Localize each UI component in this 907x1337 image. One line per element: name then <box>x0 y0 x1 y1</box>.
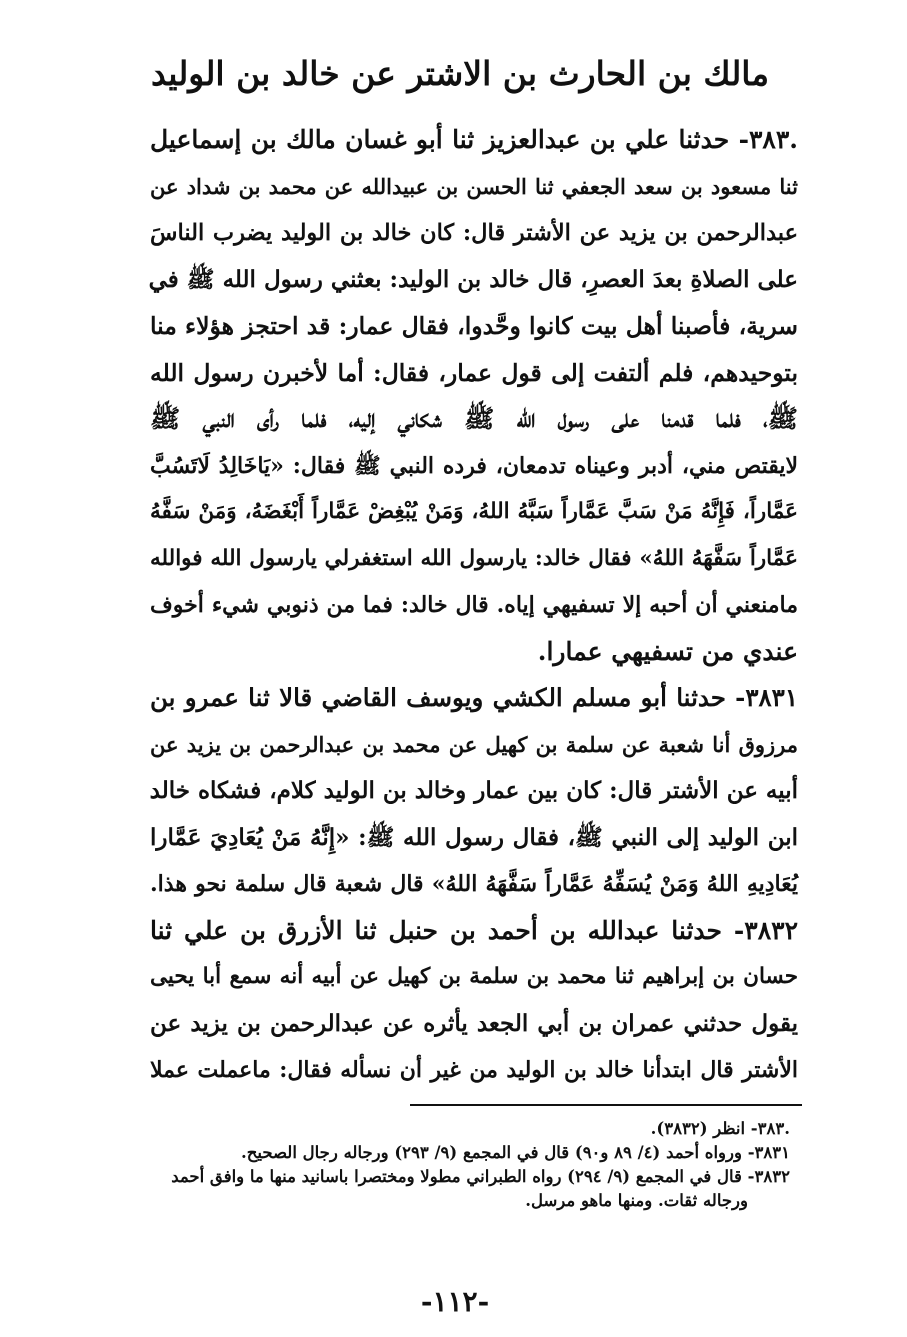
footnote-divider <box>410 1104 802 1106</box>
footnote-line: ٣٨٣٢- قال في المجمع (٩/ ٢٩٤) رواه الطبراني مطولا ومختصرا باسانيد منها ما وافق أحمد <box>171 1167 790 1186</box>
page-title: مالك بن الحارث بن الاشتر عن خالد بن الوليد <box>150 54 770 93</box>
text-line: لايقتص مني، أدبر وعيناه تدمعان، فرده النبي ﷺ فقال: «يَاخَالِدُ لَاتَسُبَّ <box>150 452 799 479</box>
text-line: ثنا مسعود بن سعد الجعفي ثنا الحسن بن عبيدالله عن محمد بن شداد عن <box>150 173 798 199</box>
text-line: ٣٨٣٢- حدثنا عبدالله بن أحمد بن حنبل ثنا الأزرق بن علي ثنا <box>150 915 798 945</box>
text-line: عَمَّاراً، فَإِنَّهُ مَنْ سَبَّ عَمَّاراً سَبَّهُ اللهُ، وَمَنْ يُبْغِضْ عَمَّاراً أَبْغَضَهُ، وَمَنْ سَفَّهُ <box>150 499 798 524</box>
footnotes <box>160 1117 790 1213</box>
text-line: الأشتر قال ابتدأنا خالد بن الوليد من غير أن نسأله فقال: ماعملت عملا <box>150 1057 798 1083</box>
text-line: مامنعني أن أحبه إلا تسفيهي إياه. قال خالد: فما من ذنوبي شيء أخوف <box>150 592 798 618</box>
text-line: بتوحيدهم، فلم ألتفت إلى قول عمار، فقال: أما لأخبرن رسول الله <box>150 358 798 387</box>
footnote-line: ٣٨٣١- ورواه أحمد (٤/ ٨٩ و٩٠) قال في المجمع (٩/ ٢٩٣) ورجاله رجال الصحيح. <box>240 1143 790 1162</box>
text-line: سرية، فأصبنا أهل بيت كانوا وحَّدوا، فقال عمار: قد احتجز هؤلاء منا <box>150 312 798 340</box>
text-line: حسان بن إبراهيم ثنا محمد بن سلمة بن كهيل عن أبيه أنه سمع أبا يحيى <box>150 964 798 989</box>
page-number: -١١٢- <box>420 1285 490 1318</box>
text-line: مرزوق أنا شعبة عن سلمة بن كهيل عن محمد بن عبدالرحمن بن يزيد عن <box>150 731 798 757</box>
text-line: .٣٨٣- حدثنا علي بن عبدالعزيز ثنا أبو غسان مالك بن إسماعيل <box>150 125 798 154</box>
footnote-line: ورجاله ثقات. ومنها ماهو مرسل. <box>525 1191 748 1210</box>
text-line: ﷺ، فلما قدمنا على رسول الله ﷺ شكاني إليه، فلما رأى النبي ﷺ <box>150 404 798 433</box>
text-line: عبدالرحمن بن يزيد عن الأشتر قال: كان خالد بن الوليد يضرب الناسَ <box>150 220 798 246</box>
text-line: عندي من تسفيهي عمارا. <box>537 636 798 666</box>
text-line: أبيه عن الأشتر قال: كان بين عمار وخالد بن الوليد كلام، فشكاه خالد <box>149 777 798 804</box>
text-line: عَمَّاراً سَفَّهَهُ اللهُ» فقال خالد: يارسول الله استغفرلي يارسول الله فوالله <box>150 545 798 571</box>
text-line: يقول حدثني عمران بن أبي الجعد يأثره عن عبدالرحمن بن يزيد عن <box>150 1009 798 1037</box>
text-line: على الصلاةِ بعدَ العصرِ، قال خالد بن الوليد: بعثني رسول الله ﷺ في <box>148 265 798 293</box>
text-line: ٣٨٣١- حدثنا أبو مسلم الكشي ويوسف القاضي قالا ثنا عمرو بن <box>150 683 798 712</box>
main-text <box>150 117 798 1094</box>
text-line: يُعَادِيهِ اللهُ وَمَنْ يُسَفِّهُ عَمَّاراً سَفَّهَهُ اللهُ» قال شعبة قال سلمة نحو هذا. <box>150 871 798 897</box>
footnote-line: .٣٨٣- انظر (٣٨٣٢). <box>650 1119 790 1138</box>
text-line: ابن الوليد إلى النبي ﷺ، فقال رسول الله ﷺ: «إِنَّهُ مَنْ يُعَادِيَ عَمَّارا <box>150 823 798 851</box>
